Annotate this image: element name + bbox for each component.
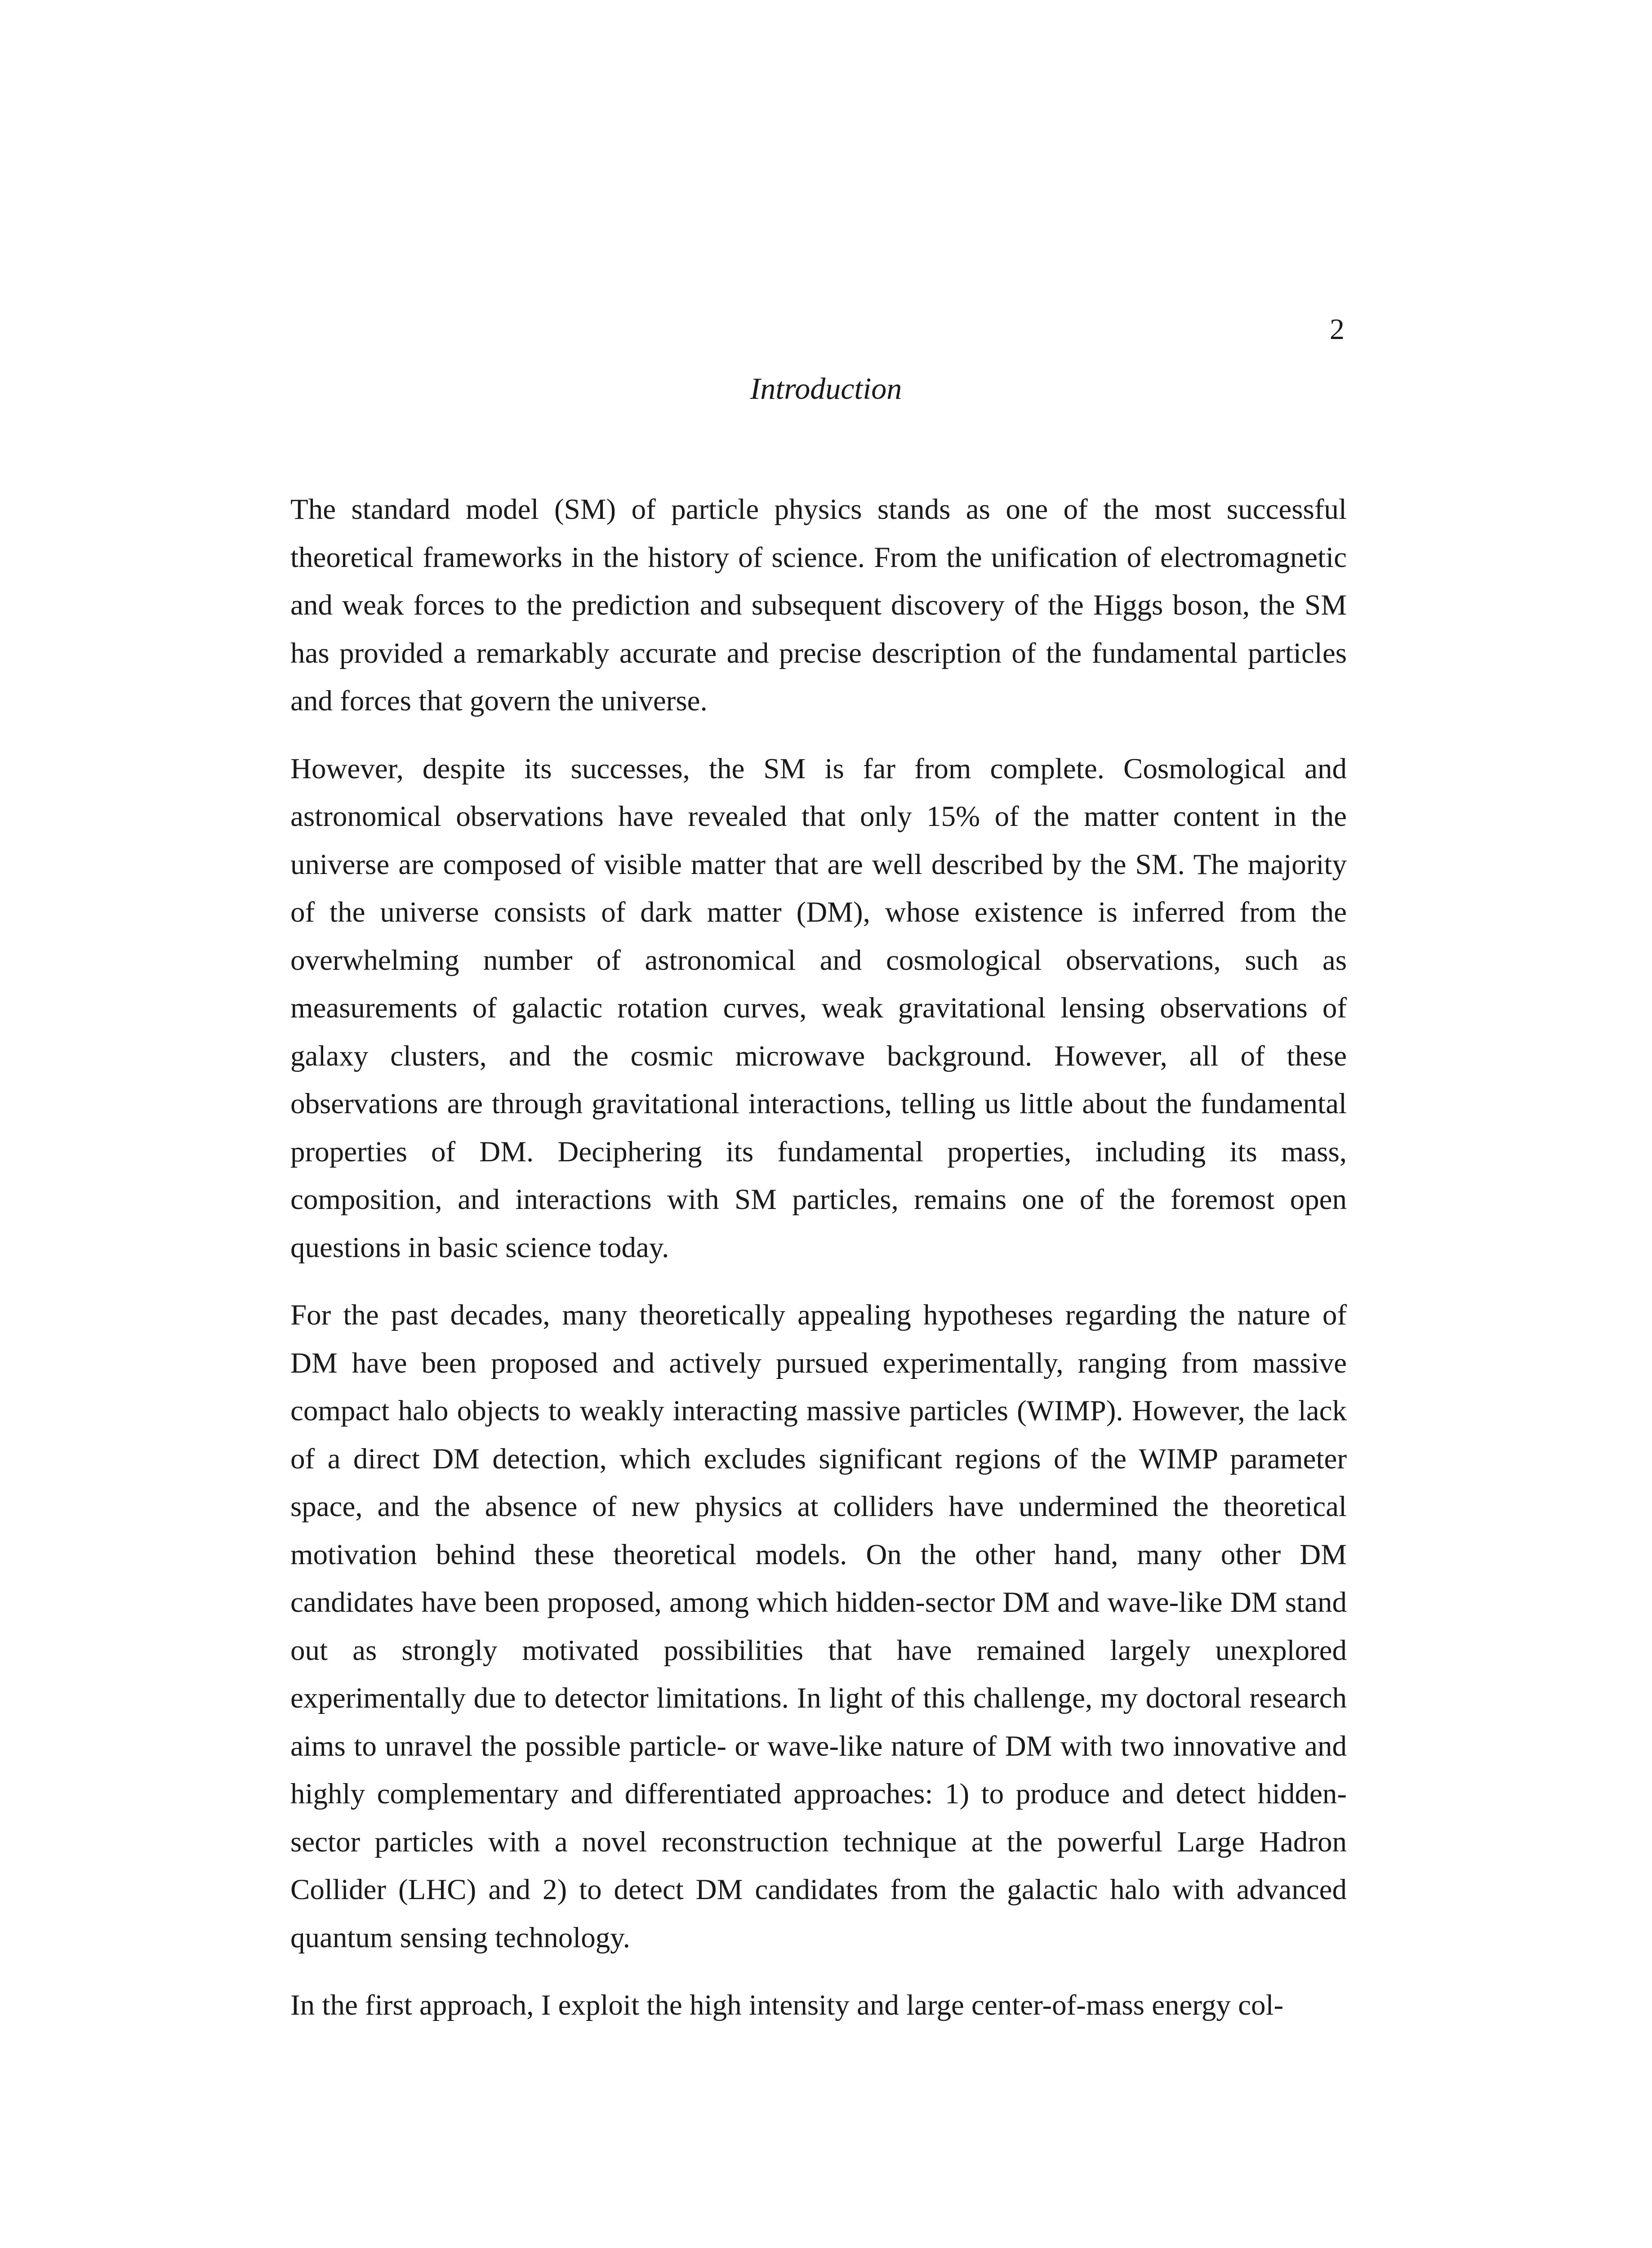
paragraph-first-approach: In the first approach, I exploit the high intensity and large center-of-mass energy col- [290,1989,1284,2021]
body-text [290,486,1347,2029]
running-header: Introduction [750,371,902,406]
paragraph-standard-model: The standard model (SM) of particle physics stands as one of the most successful theoretical frameworks in the history of science. From the unification of electromagnetic and weak forces to the prediction and subsequent discovery of the Higgs boson, the SM has provided a remarkably accurate and precise description of the fundamental particles and forces that govern the universe. [290,493,1347,717]
paragraph-research-approaches: For the past decades, many theoretically appealing hypotheses regarding the nature of DM have been proposed and actively pursued experimentally, ranging from massive compact halo objects to weakly interacting massive particles (WIMP). However, the lack of a direct DM detection, which excludes significant regions of the WIMP parameter space, and the absence of new physics at colliders have undermined the theoretical motivation behind these theoretical models. On the other hand, many other DM candidates have been proposed, among which hidden-sector DM and wave-like DM stand out as strongly motivated possibilities that have remained largely unexplored experimentally due to detector limitations. In light of this challenge, my doctoral research aims to unravel the possible particle- or wave-like nature of DM with two innovative and highly complementary and differentiated approaches: 1) to produce and detect hidden-sector particles with a novel reconstruction technique at the powerful Large Hadron Collider (LHC) and 2) to detect DM candidates from the galactic halo with advanced quantum sensing technology. [290,1299,1347,1954]
paragraph-dark-matter: However, despite its successes, the SM is far from complete. Cosmological and astronomical observations have revealed that only 15% of the matter content in the universe are composed of visible matter that are well described by the SM. The majority of the universe consists of dark matter (DM), whose existence is inferred from the overwhelming number of astronomical and cosmological observations, such as measurements of galactic rotation curves, weak gravitational lensing observations of galaxy clusters, and the cosmic microwave background. However, all of these observations are through gravitational interactions, telling us little about the fundamental properties of DM. Deciphering its fundamental properties, including its mass, composition, and interactions with SM particles, remains one of the foremost open questions in basic science today. [290,752,1347,1264]
page-number: 2 [1330,313,1345,346]
